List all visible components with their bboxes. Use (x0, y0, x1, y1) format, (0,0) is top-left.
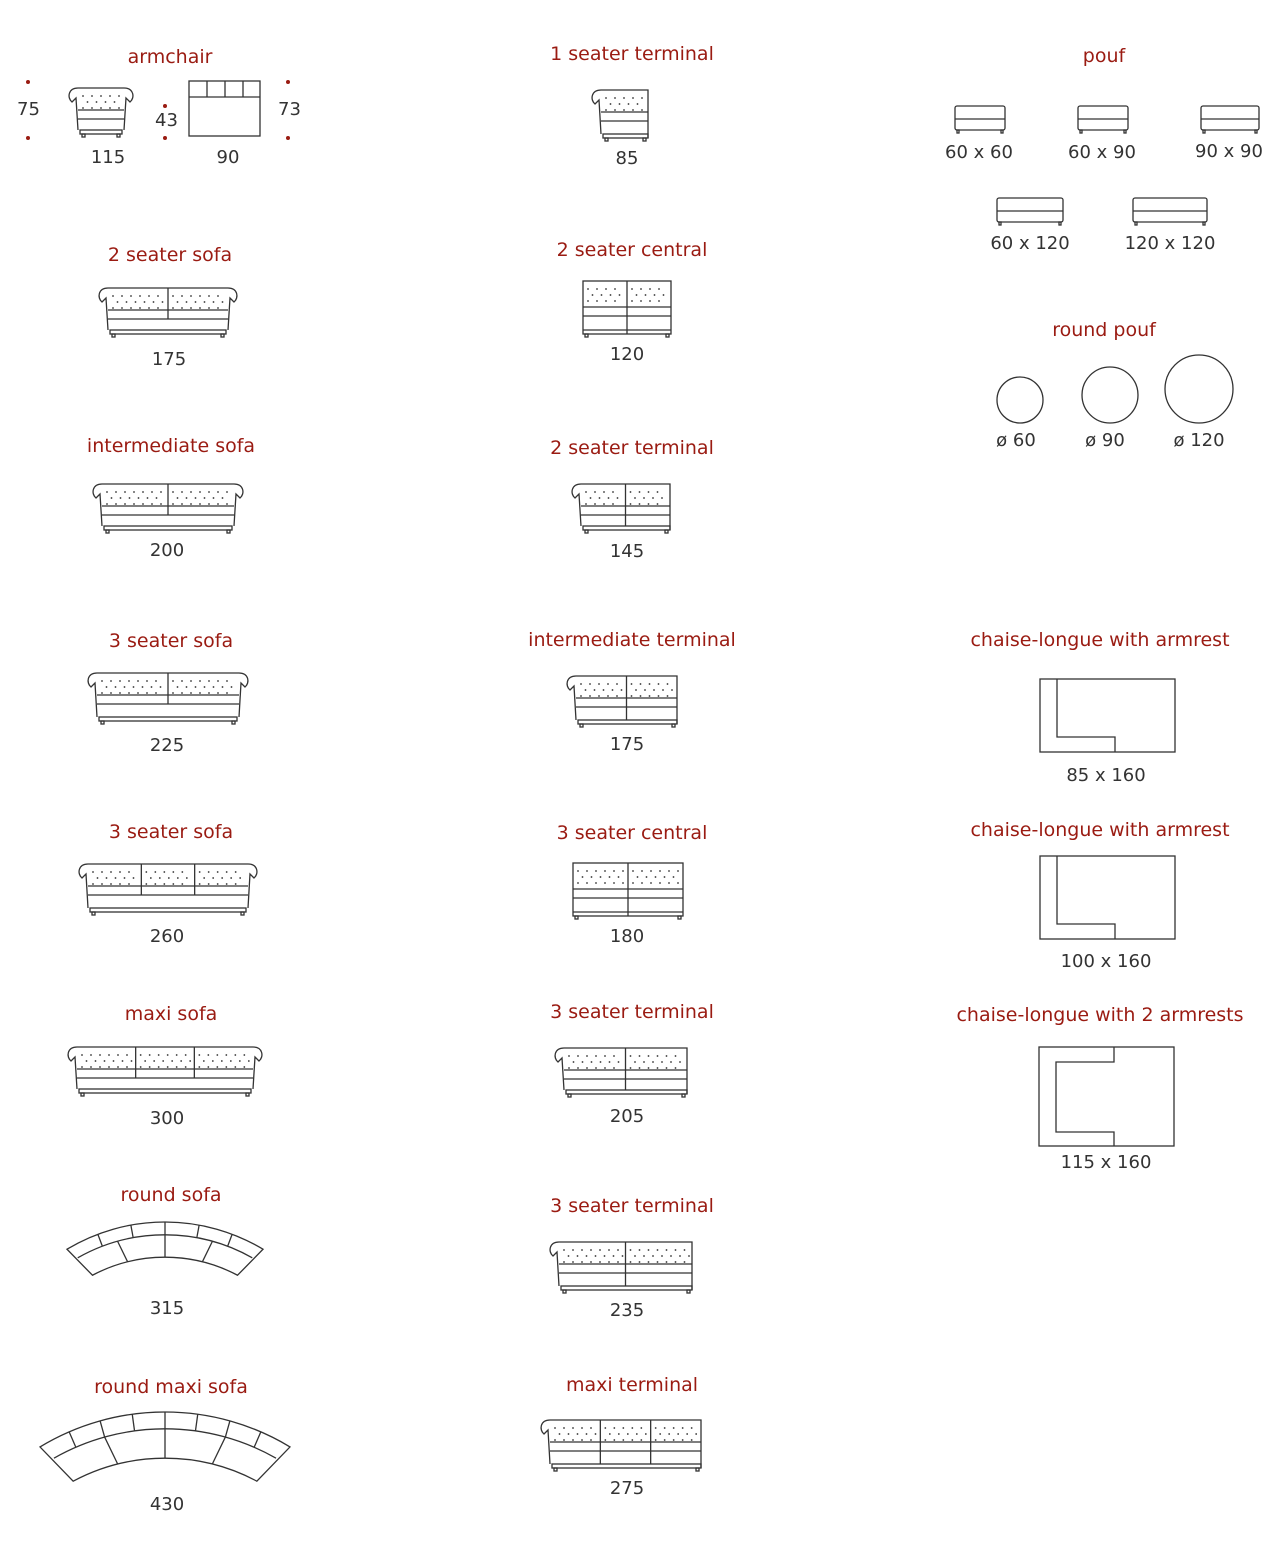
left-item-title: intermediate sofa (86, 435, 256, 457)
middle-item-size: 180 (609, 926, 645, 947)
chaise-size: 85 x 160 (1066, 765, 1146, 786)
pouf-size: 60 x 120 (990, 233, 1070, 254)
round-pouf-size: ø 90 (1085, 430, 1125, 451)
left-item-size: 300 (149, 1108, 185, 1129)
chaise-longue-85-drawing (1039, 678, 1177, 754)
pouf-size: 90 x 90 (1195, 141, 1263, 162)
middle-item-title: 3 seater central (556, 822, 708, 844)
pouf-size: 120 x 120 (1124, 233, 1216, 254)
two-seater-sofa-drawing (96, 282, 240, 338)
middle-item-size: 275 (609, 1478, 645, 1499)
round-pouf-size: ø 120 (1173, 430, 1225, 451)
pouf-drawing (1200, 105, 1260, 135)
middle-item-size: 120 (609, 344, 645, 365)
round-pouf-90-drawing (1081, 366, 1141, 426)
middle-item-title: intermediate terminal (528, 629, 736, 651)
round-pouf-size: ø 60 (996, 430, 1036, 451)
intermediate-terminal-drawing (564, 670, 678, 728)
round-sofa-drawing (65, 1220, 265, 1284)
three-seater-sofa-225-drawing (85, 667, 251, 725)
round-maxi-sofa-drawing (38, 1410, 292, 1494)
three-seater-sofa-260-drawing (76, 858, 260, 916)
middle-item-title: 2 seater terminal (550, 437, 714, 459)
one-seater-terminal-drawing (589, 84, 649, 142)
left-item-size: 430 (149, 1494, 185, 1515)
pouf-drawing (1132, 197, 1208, 227)
left-item-size: 315 (149, 1298, 185, 1319)
middle-item-size: 235 (609, 1300, 645, 1321)
middle-item-size: 175 (609, 734, 645, 755)
left-item-title: round maxi sofa (94, 1376, 248, 1398)
pouf-size: 60 x 60 (945, 142, 1013, 163)
armchair-seat-height: 43 (155, 110, 178, 131)
chaise-size: 115 x 160 (1060, 1152, 1152, 1173)
middle-item-title: 1 seater terminal (550, 43, 714, 65)
maxi-terminal-drawing (538, 1414, 702, 1472)
left-item-size: 260 (149, 926, 185, 947)
armchair-height-right: 73 (278, 99, 301, 120)
left-item-title: 3 seater sofa (108, 821, 234, 843)
three-seater-central-drawing (572, 862, 684, 920)
left-item-title: maxi sofa (124, 1003, 218, 1025)
chaise-title: chaise-longue with armrest (970, 819, 1230, 841)
armchair-width-side: 90 (216, 147, 240, 168)
left-item-title: 3 seater sofa (108, 630, 234, 652)
left-item-size: 175 (151, 349, 187, 370)
armchair-title: armchair (127, 46, 213, 68)
chaise-title: chaise-longue with armrest (970, 629, 1230, 651)
pouf-drawing (954, 105, 1006, 135)
three-seater-terminal-235-drawing (547, 1236, 693, 1294)
round-pouf-60-drawing (996, 376, 1046, 426)
middle-item-size: 145 (609, 541, 645, 562)
middle-item-title: 2 seater central (556, 239, 708, 261)
three-seater-terminal-205-drawing (552, 1042, 688, 1098)
left-item-size: 200 (149, 540, 185, 561)
chaise-title: chaise-longue with 2 armrests (956, 1004, 1244, 1026)
two-seater-terminal-drawing (569, 478, 671, 534)
chaise-size: 100 x 160 (1060, 951, 1152, 972)
left-item-title: 2 seater sofa (107, 244, 233, 266)
round-pouf-120-drawing (1164, 354, 1236, 426)
intermediate-sofa-drawing (90, 478, 246, 534)
pouf-size: 60 x 90 (1068, 142, 1136, 163)
middle-item-size: 205 (609, 1106, 645, 1127)
armchair-width-front: 115 (90, 147, 126, 168)
middle-item-size: 85 (615, 148, 639, 169)
round-pouf-title: round pouf (1052, 319, 1156, 341)
pouf-drawing (1077, 105, 1129, 135)
pouf-title: pouf (1082, 45, 1126, 67)
middle-item-title: 3 seater terminal (550, 1001, 714, 1023)
armchair-height-left: 75 (17, 99, 40, 120)
maxi-sofa-drawing (65, 1041, 265, 1097)
chaise-longue-100-drawing (1039, 855, 1177, 941)
pouf-drawing (996, 197, 1064, 227)
left-item-title: round sofa (120, 1184, 222, 1206)
left-item-size: 225 (149, 735, 185, 756)
two-seater-central-drawing (582, 280, 672, 338)
middle-item-title: 3 seater terminal (550, 1195, 714, 1217)
chaise-longue-two-armrests-drawing (1038, 1046, 1176, 1148)
middle-item-title: maxi terminal (565, 1374, 699, 1396)
